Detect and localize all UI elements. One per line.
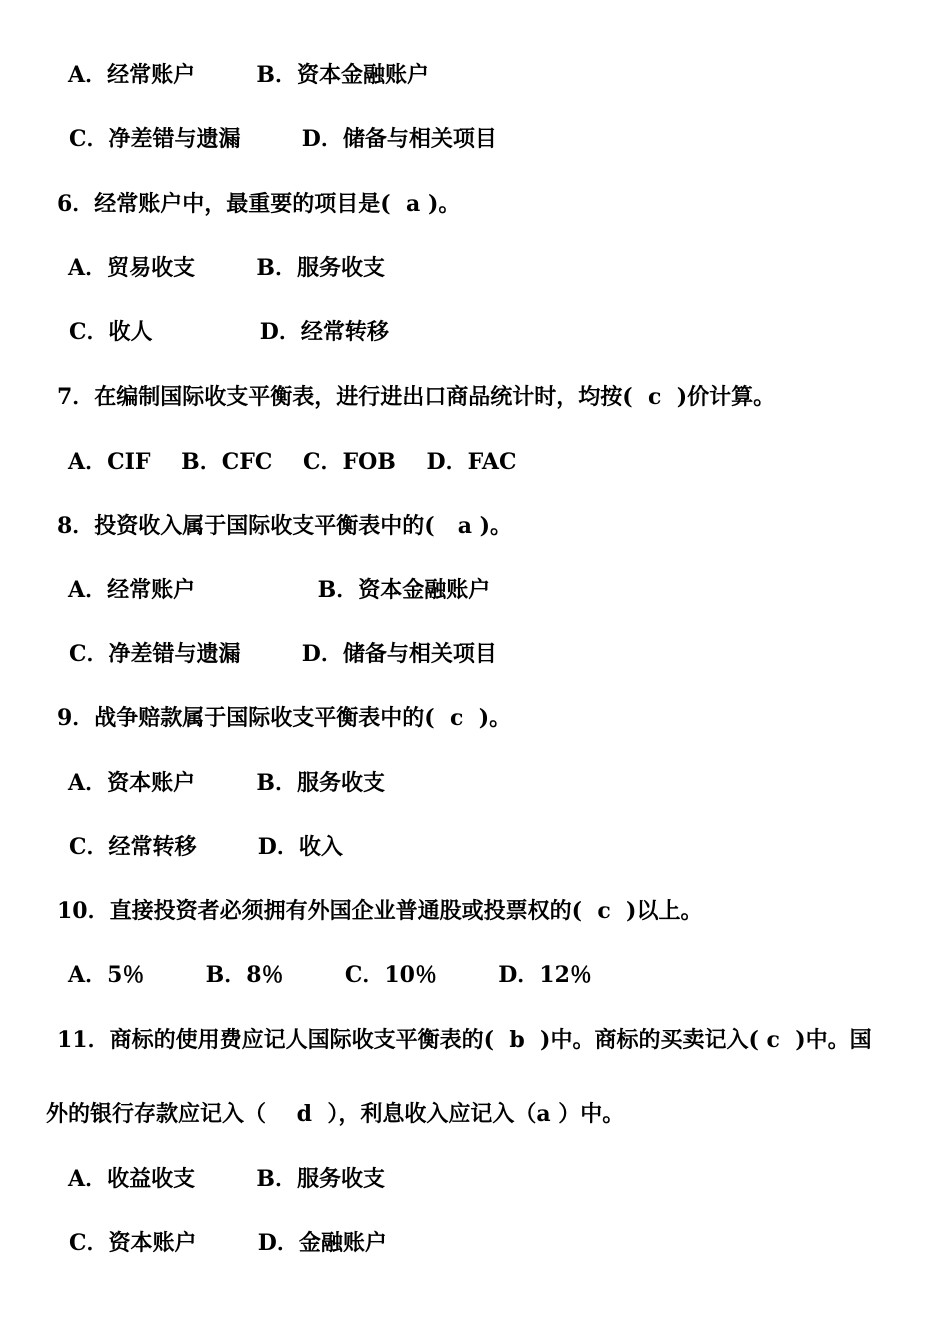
q9-options-cd: C．经常转移 D．收入	[69, 834, 343, 860]
q6-options-cd: C．收人 D．经常转移	[69, 319, 389, 345]
q7-options: A．CIF B．CFC C．FOB D．FAC	[68, 449, 517, 475]
q8-options-ab: A．经常账户 B．资本金融账户	[68, 577, 491, 603]
question-10: 10．直接投资者必须拥有外国企业普通股或投票权的( c )以上。	[57, 898, 703, 924]
q5-options-cd: C．净差错与遗漏 D．储备与相关项目	[69, 126, 497, 152]
q9-options-ab: A．资本账户 B．服务收支	[68, 770, 385, 796]
q11-options-ab: A．收益收支 B．服务收支	[68, 1166, 385, 1192]
q11-options-cd: C．资本账户 D．金融账户	[69, 1230, 387, 1256]
question-7: 7．在编制国际收支平衡表，进行进出口商品统计时，均按( c )价计算。	[57, 384, 776, 410]
q8-options-cd: C．净差错与遗漏 D．储备与相关项目	[69, 641, 497, 667]
question-6: 6．经常账户中，最重要的项目是( a )。	[57, 191, 461, 217]
q10-options: A．5％ B．8％ C．10％ D．12％	[68, 962, 592, 988]
question-11-part2: 外的银行存款应记入（ d ），利息收入应记入（a ）中。	[46, 1101, 625, 1127]
q5-options-ab: A．经常账户 B．资本金融账户	[68, 62, 429, 88]
question-8: 8．投资收入属于国际收支平衡表中的( a )。	[57, 513, 513, 539]
question-9: 9．战争赔款属于国际收支平衡表中的( c )。	[57, 705, 512, 731]
question-11-part1: 11．商标的使用费应记人国际收支平衡表的( b )中。商标的买卖记入( c )中。国	[57, 1027, 872, 1053]
q6-options-ab: A．贸易收支 B．服务收支	[68, 255, 385, 281]
